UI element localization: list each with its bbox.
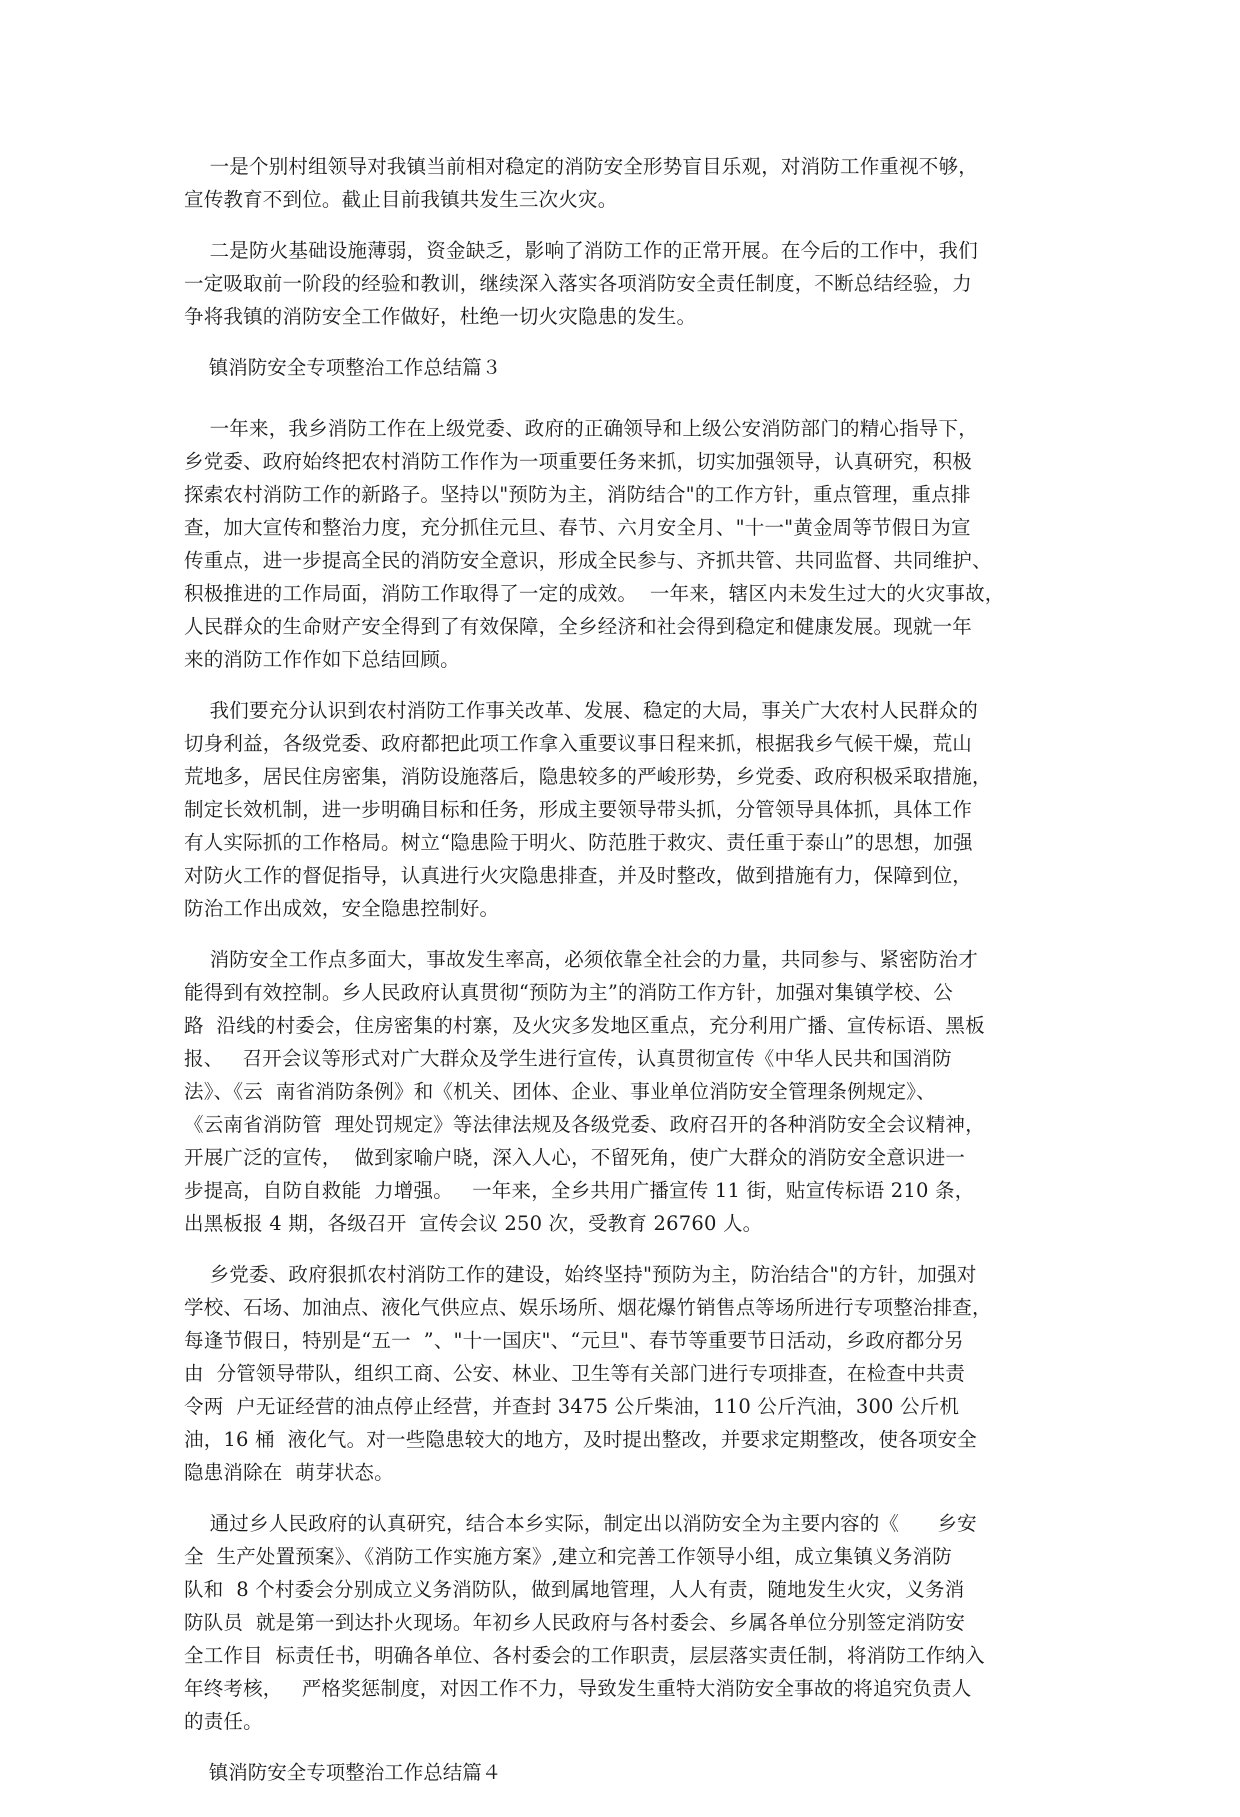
paragraph-line: 积极推进的工作局面，消防工作取得了一定的成效。 一年来，辖区内未发生过大的火灾事故，: [184, 582, 1005, 605]
paragraph: [184, 694, 1058, 925]
paragraph-line: 步提高，自防自救能 力增强。 一年来，全乡共用广播宣传 11 街，贴宣传标语 210 条，: [184, 1179, 975, 1202]
paragraph-line: 出黑板报 4 期，各级召开 宣传会议 250 次，受教育 26760 人。: [184, 1212, 763, 1235]
paragraph-line: 隐患消除在 萌芽状态。: [184, 1461, 394, 1484]
paragraph-line: 一年来，我乡消防工作在上级党委、政府的正确领导和上级公安消防部门的精心指导下，: [184, 417, 978, 440]
paragraph-line: 消防安全工作点多面大，事故发生率高，必须依靠全社会的力量，共同参与、紧密防治才: [184, 948, 978, 971]
section-heading: 镇消防安全专项整治工作总结篇３: [184, 356, 502, 379]
paragraph-line: 《云南省消防管 理处罚规定》等法律法规及各级党委、政府召开的各种消防安全会议精神，: [184, 1113, 985, 1136]
paragraph-line: 二是防火基础设施薄弱，资金缺乏，影响了消防工作的正常开展。在今后的工作中，我们: [184, 239, 978, 262]
paragraph-line: 开展广泛的宣传， 做到家喻户晓，深入人心，不留死角，使广大群众的消防安全意识进一: [184, 1146, 966, 1169]
paragraph-line: 有人实际抓的工作格局。树立“隐患险于明火、防范胜于救灾、责任重于泰山”的思想，加强: [184, 831, 973, 854]
paragraph-line: 路 沿线的村委会，住房密集的村寨，及火灾多发地区重点，充分利用广播、宣传标语、黑板: [184, 1014, 985, 1037]
paragraph-line: 查，加大宣传和整治力度，充分抓住元旦、春节、六月安全月、"十一"黄金周等节假日为宣: [184, 516, 971, 539]
paragraph-line: 探索农村消防工作的新路子。坚持以"预防为主，消防结合"的工作方针，重点管理，重点排: [184, 483, 971, 506]
paragraph-line: 荒地多，居民住房密集，消防设施落后，隐患较多的严峻形势，乡党委、政府积极采取措施，: [184, 765, 992, 788]
paragraph: [184, 943, 1058, 1240]
paragraph-line: 年终考核， 严格奖惩制度，对因工作不力，导致发生重特大消防安全事故的将追究负责人: [184, 1677, 972, 1700]
paragraph: [184, 234, 1058, 333]
paragraph: [184, 412, 1058, 676]
paragraph-line: 能得到有效控制。乡人民政府认真贯彻“预防为主”的消防工作方针，加强对集镇学校、公: [184, 981, 953, 1004]
paragraph-line: 一定吸取前一阶段的经验和教训，继续深入落实各项消防安全责任制度，不断总结经验，力: [184, 272, 973, 295]
paragraph-line: 全工作目 标责任书，明确各单位、各村委会的工作职责，层层落实责任制，将消防工作纳入: [184, 1644, 985, 1667]
paragraph-line: 的责任。: [184, 1710, 263, 1733]
paragraph-line: 令两 户无证经营的油点停止经营，并查封 3475 公斤柴油，110 公斤汽油，300 公斤机: [184, 1395, 960, 1418]
paragraph-line: 制定长效机制，进一步明确目标和任务，形成主要领导带头抓，分管领导具体抓，具体工作: [184, 798, 973, 821]
paragraph-line: 通过乡人民政府的认真研究，结合本乡实际，制定出以消防安全为主要内容的《 乡安: [184, 1512, 977, 1535]
section-heading: 镇消防安全专项整治工作总结篇４: [184, 1761, 502, 1784]
paragraph-line: 由 分管领导带队，组织工商、公安、林业、卫生等有关部门进行专项排查，在检查中共责: [184, 1362, 966, 1385]
paragraph-line: 每逢节假日，特别是“五一 ”、"十一国庆"、“元旦"、春节等重要节日活动，乡政府都分另: [184, 1329, 965, 1352]
paragraph-line: 报、 召开会议等形式对广大群众及学生进行宣传，认真贯彻宣传《中华人民共和国消防: [184, 1047, 952, 1070]
paragraph-line: 传重点，进一步提高全民的消防安全意识，形成全民参与、齐抓共管、共同监督、共同维护、: [184, 549, 992, 572]
paragraph-line: 油，16 桶 液化气。对一些隐患较大的地方，及时提出整改，并要求定期整改，使各项安全: [184, 1428, 978, 1451]
paragraph-line: 全 生产处置预案》、《消防工作实施方案》,建立和完善工作领导小组，成立集镇义务消防: [184, 1545, 952, 1568]
paragraph-line: 法》、《云 南省消防条例》和《机关、团体、企业、事业单位消防安全管理条例规定》、: [184, 1080, 936, 1103]
paragraph: [184, 1507, 1058, 1738]
paragraph-line: 来的消防工作作如下总结回顾。: [184, 648, 460, 671]
paragraph-line: 对防火工作的督促指导，认真进行火灾隐患排查，并及时整改，做到措施有力，保障到位，: [184, 864, 973, 887]
paragraph-line: 防队员 就是第一到达扑火现场。年初乡人民政府与各村委会、乡属各单位分别签定消防安: [184, 1611, 966, 1634]
paragraph: [184, 1258, 1058, 1489]
paragraph-line: 人民群众的生命财产安全得到了有效保障，全乡经济和社会得到稳定和健康发展。现就一年: [184, 615, 973, 638]
paragraph-line: 争将我镇的消防安全工作做好，杜绝一切火灾隐患的发生。: [184, 305, 697, 328]
paragraph-line: 切身利益，各级党委、政府都把此项工作拿入重要议事日程来抓，根据我乡气候干燥，荒山: [184, 732, 973, 755]
paragraph-line: 乡党委、政府始终把农村消防工作作为一项重要任务来抓，切实加强领导，认真研究，积极: [184, 450, 973, 473]
paragraph-line: 一是个别村组领导对我镇当前相对稳定的消防安全形势盲目乐观，对消防工作重视不够，: [184, 155, 978, 178]
paragraph-line: 宣传教育不到位。截止目前我镇共发生三次火灾。: [184, 188, 618, 211]
paragraph-line: 乡党委、政府狠抓农村消防工作的建设，始终坚持"预防为主，防治结合"的方针，加强对: [184, 1263, 977, 1286]
paragraph-line: 防治工作出成效，安全隐患控制好。: [184, 897, 500, 920]
paragraph-line: 学校、石场、加油点、液化气供应点、娱乐场所、烟花爆竹销售点等场所进行专项整治排查，: [184, 1296, 992, 1319]
paragraph-line: 我们要充分认识到农村消防工作事关改革、发展、稳定的大局，事关广大农村人民群众的: [184, 699, 978, 722]
document-page: [184, 150, 1058, 1817]
paragraph-line: 队和 8 个村委会分别成立义务消防队，做到属地管理，人人有责，随地发生火灾，义务消: [184, 1578, 965, 1601]
paragraph: [184, 150, 1058, 216]
